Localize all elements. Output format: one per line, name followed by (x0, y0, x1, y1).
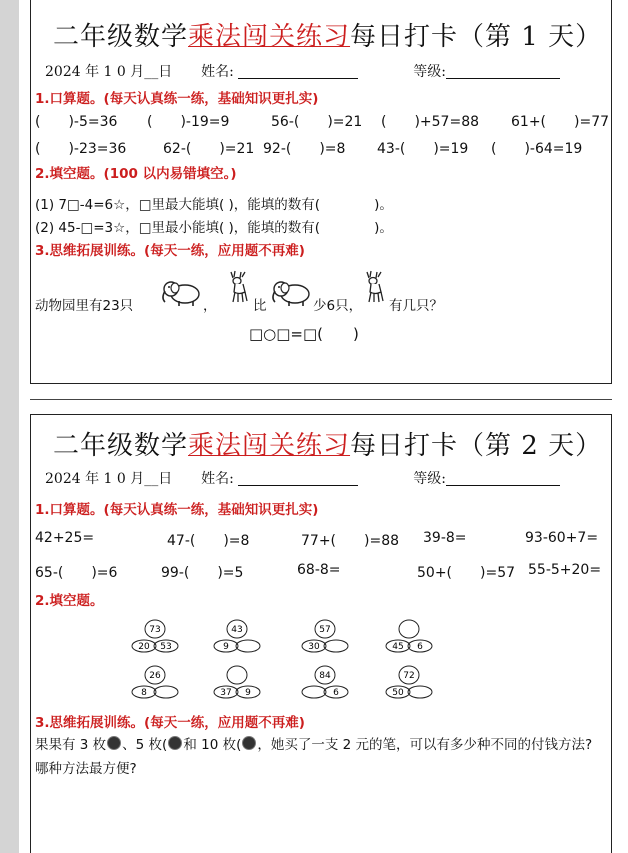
calc-item: 68-8= (297, 562, 341, 578)
calc-item: ( )-23=36 (35, 141, 127, 157)
sheet-divider (30, 399, 612, 400)
name-field[interactable] (238, 63, 358, 79)
grade-label: 等级: (413, 471, 446, 487)
number-split-diagram (384, 664, 434, 702)
diagram-left: 8 (141, 688, 147, 698)
diagram-left: 45 (392, 642, 404, 652)
name-label: 姓名: (201, 64, 234, 80)
calc-item: 47-( )=8 (167, 533, 250, 549)
date-text: 2024 年 1 0 月__日 (45, 64, 173, 80)
name-field[interactable] (238, 470, 358, 486)
section-1-heading: 1.口算题。(每天认真练一练，基础知识更扎实) (35, 91, 319, 107)
calc-item: 42+25= (35, 530, 95, 546)
calc-item: ( )-19=9 (147, 114, 230, 130)
story-text: 有几只？ (389, 298, 443, 314)
section-2-heading: 2.填空题。(100 以内易错填空。) (35, 166, 237, 182)
calc-item: 92-( )=8 (263, 141, 346, 157)
word-problem: 果果有 3 枚 、5 枚( 和 10 枚( ，她买了一支 2 元的笔，可以有多少种不同的付钱方法?哪种方法最方便? (35, 737, 593, 777)
info-line (45, 468, 560, 488)
fill-item: (2) 45-□=3☆，□里最小能填( )，能填的数有( )。 (35, 220, 393, 236)
number-split-diagram (130, 618, 180, 656)
number-split-diagram (212, 664, 262, 702)
diagram-left: 20 (138, 642, 150, 652)
story-text: ， (203, 298, 217, 314)
diagram-top: 84 (319, 671, 331, 681)
number-split-diagram (300, 664, 350, 702)
calc-item: ( )-5=36 (35, 114, 118, 130)
title-highlight: 乘法闯关练习 (188, 22, 351, 52)
calc-item: 56-( )=21 (271, 114, 363, 130)
diagram-right: 6 (417, 642, 423, 652)
coin-icon (107, 736, 121, 750)
equation-template: □○□=□( ) (249, 325, 359, 343)
diagram-left: 9 (223, 642, 229, 652)
grade-label: 等级: (413, 64, 446, 80)
diagram-top: 57 (319, 625, 331, 635)
diagram-right: 6 (333, 688, 339, 698)
story-text: 动物园里有23只 (35, 298, 134, 314)
section-3-heading: 3.思维拓展训练。(每天一练，应用题不再难) (35, 243, 305, 259)
number-split-diagram (384, 618, 434, 656)
calc-item: 62-( )=21 (163, 141, 255, 157)
worksheet-title: 二年级数学乘法闯关练习每日打卡（第 2 天） (53, 431, 603, 461)
section-3-heading: 3.思维拓展训练。(每天一练，应用题不再难) (35, 715, 305, 731)
grade-field[interactable] (446, 63, 560, 79)
calc-item: 55-5+20= (528, 562, 602, 578)
calc-item: 43-( )=19 (377, 141, 469, 157)
section-1-heading: 1.口算题。(每天认真练一练，基础知识更扎实) (35, 502, 319, 518)
calc-item: 93-60+7= (525, 530, 599, 546)
number-split-diagram (212, 618, 262, 656)
diagram-left: 37 (220, 688, 232, 698)
number-split-diagram (130, 664, 180, 702)
left-margin-strip (0, 0, 19, 853)
diagram-top: 73 (149, 625, 161, 635)
fill-item: (1) 7□-4=6☆，□里最大能填( )，能填的数有( )。 (35, 197, 393, 213)
diagram-top: 72 (403, 671, 415, 681)
story-text: 比 (253, 298, 267, 314)
calc-item: 65-( )=6 (35, 565, 118, 581)
calc-item: 99-( )=5 (161, 565, 244, 581)
calc-item: ( )+57=88 (381, 114, 480, 130)
date-text: 2024 年 1 0 月__日 (45, 471, 173, 487)
diagram-left: 30 (308, 642, 320, 652)
deer-icon (225, 270, 251, 304)
calc-item: 50+( )=57 (417, 565, 516, 581)
coin-icon (168, 736, 182, 750)
grade-field[interactable] (446, 470, 560, 486)
info-line (45, 61, 560, 81)
diagram-right: 9 (245, 688, 251, 698)
day1-worksheet (30, 0, 612, 384)
story-text: 少6只， (313, 298, 363, 314)
calc-item: 77+( )=88 (301, 533, 400, 549)
diagram-top: 43 (231, 625, 243, 635)
name-label: 姓名: (201, 471, 234, 487)
calc-item: 39-8= (423, 530, 467, 546)
title-highlight: 乘法闯关练习 (188, 431, 351, 461)
coin-icon (242, 736, 256, 750)
number-split-diagram (300, 618, 350, 656)
diagram-left: 50 (392, 688, 404, 698)
diagram-right: 53 (160, 642, 172, 652)
calc-item: ( )-64=19 (491, 141, 583, 157)
day2-worksheet (30, 414, 612, 853)
elephant-icon (269, 276, 313, 308)
diagram-top: 26 (149, 671, 161, 681)
section-2-heading: 2.填空题。 (35, 593, 104, 609)
elephant-icon (159, 276, 203, 308)
deer-icon (361, 270, 387, 304)
calc-item: 61+( )=77 (511, 114, 610, 130)
worksheet-title: 二年级数学乘法闯关练习每日打卡（第 1 天） (53, 22, 603, 52)
